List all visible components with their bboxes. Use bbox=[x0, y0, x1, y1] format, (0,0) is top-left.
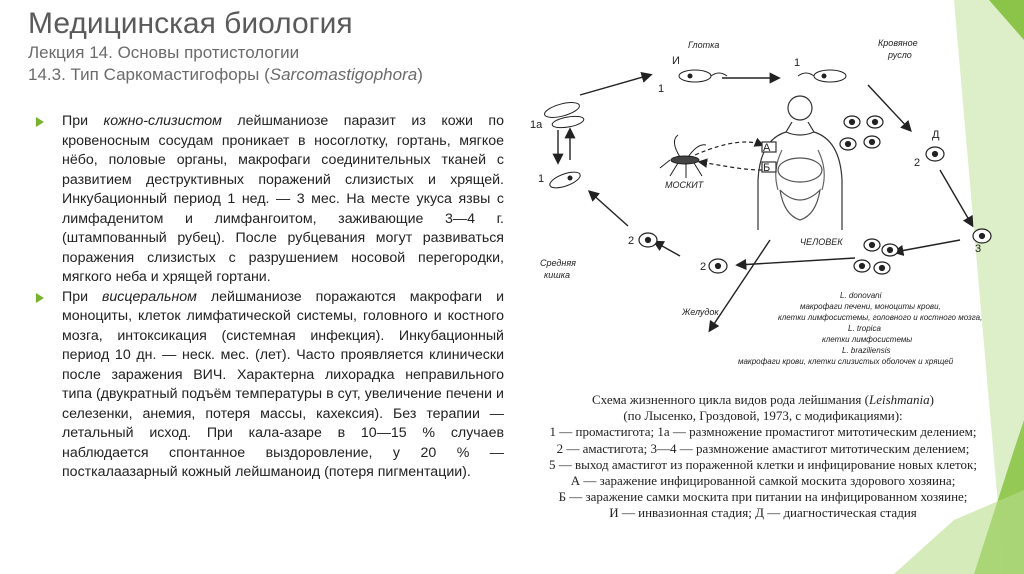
label-pharynx: Глотка bbox=[688, 40, 720, 50]
emphasis-term: висцеральном bbox=[101, 288, 197, 305]
life-cycle-diagram bbox=[510, 30, 1020, 380]
bullet-arrow-icon bbox=[36, 293, 44, 303]
number-2-left: 2 bbox=[628, 235, 635, 247]
caption-line-4: 2 — амастигота; 3—4 — размножение амастигот митотическим делением; bbox=[556, 440, 970, 456]
diagram-caption bbox=[510, 392, 1016, 522]
stage-letter-i: И bbox=[672, 55, 680, 67]
cycle-arrows bbox=[558, 75, 972, 330]
species-donovani-desc-1: макрофаги печени, моноциты крови, bbox=[800, 302, 941, 311]
number-1a: 1а bbox=[530, 119, 543, 131]
label-blood-1: Кровяное bbox=[878, 38, 918, 48]
stage-letter-b: Б bbox=[763, 162, 771, 174]
caption-line-5: 5 — выход амастигот из пораженной клетки и инфицирование новых клеток; bbox=[549, 456, 977, 472]
caption-line-1: Схема жизненного цикла видов рода лейшмания (Leishmania) bbox=[592, 392, 934, 407]
promastigote-stage-i bbox=[679, 70, 727, 82]
species-tropica-desc: клетки лимфосистемы bbox=[822, 335, 913, 344]
bullet-visceral: При висцеральном лейшманиозе поражаются макрофаги и моноциты, клеток лимфатической системы, головного и костного мозга, интоксикация (системная инфекция). Инкубационный период 10 дн. — неск. мес. (лет). Часто проявляется клинически после заражения ВИЧ. Характерна лихорадка неправильного типа (двукратный подъём температуры в сут, увеличение печени и селезенки, анемия, потеря массы, кахексия). Без терапии — летальный исход. При кала-азаре в 10—15 % случаев наблюдается спонтанное выздоровление, у 20 % — посткалаазарный кожный лейшманоид (потеря пигментации). bbox=[36, 288, 504, 483]
infection-arrows bbox=[695, 142, 762, 170]
label-blood-2: русло bbox=[888, 50, 912, 60]
species-donovani: L. donovani bbox=[840, 291, 882, 300]
caption-line-6: А — заражение инфицированной самкой москита здорового хозяина; bbox=[570, 473, 956, 489]
species-braziliensis: L. braziliensis bbox=[842, 346, 891, 355]
lecture-subtitle: Лекция 14. Основы протистологии bbox=[28, 43, 300, 62]
promastigote-blood bbox=[798, 70, 846, 82]
number-1-top: 1 bbox=[658, 83, 665, 95]
number-2-bottom: 2 bbox=[700, 261, 707, 273]
label-stomach: Желудок bbox=[682, 307, 719, 317]
number-2-right: 2 bbox=[914, 157, 921, 169]
species-tropica: L. tropica bbox=[848, 324, 881, 333]
promastigote-1a bbox=[543, 100, 585, 130]
species-donovani-desc-2: клетки лимфосистемы, головного и костного мозга, bbox=[778, 313, 983, 322]
promastigote-1 bbox=[548, 169, 582, 191]
latin-name: Sarcomastigophora bbox=[269, 65, 418, 84]
stage-letter-d: Д bbox=[932, 129, 940, 141]
number-1-left: 1 bbox=[538, 173, 545, 185]
species-legend bbox=[738, 291, 982, 366]
slide-title: Медицинская биология bbox=[28, 7, 353, 40]
species-braziliensis-desc: макрофаги крови, клетки слизистых оболочек и хрящей bbox=[738, 357, 954, 366]
bullet-mucocutaneous: При кожно-слизистом лейшманиозе паразит из кожи по кровеносным сосудам проникает в носоглотку, гортань, мягкое нёбо, половые органы, макрофаги соединительных тканей с развитием деструктивных поражений слизистых и хрящей. Инкубационный период 1 нед. — 3 мес. На месте укуса язвы с лимфаденитом и лимфангоитом, заживающие 3—4 г. (штампованный рубец). После рубцевания могут развиваться поражения слизистых с разрушением носовой перегородки, мягкого неба и хрящей гортани. bbox=[36, 112, 504, 288]
stage-letter-a: А bbox=[763, 142, 771, 154]
bullet-arrow-icon bbox=[36, 117, 44, 127]
label-human: ЧЕЛОВЕК bbox=[800, 237, 843, 247]
label-midgut-2: кишка bbox=[544, 270, 570, 280]
slide-header bbox=[28, 6, 588, 86]
number-3: 3 bbox=[975, 243, 982, 255]
number-1-blood: 1 bbox=[794, 57, 801, 69]
caption-line-3: 1 — промастигота; 1а — размножение промастигот митотическим делением; bbox=[549, 424, 977, 440]
human-figure bbox=[758, 96, 842, 230]
caption-line-7: Б — заражение самки москита при питании на инфицированном хозяине; bbox=[558, 489, 968, 505]
label-mosquito: МОСКИТ bbox=[665, 180, 704, 190]
emphasis-term: кожно-слизистом bbox=[103, 113, 222, 129]
caption-line-8: И — инвазионная стадия; Д — диагностическая стадия bbox=[609, 505, 917, 521]
mosquito-icon bbox=[660, 135, 706, 178]
label-midgut-1: Средняя bbox=[540, 258, 576, 268]
bullet-list bbox=[36, 112, 504, 483]
section-subtitle: 14.3. Тип Саркомастигофоры (Sarcomastigophora) bbox=[28, 65, 423, 84]
caption-line-2: (по Лысенко, Гроздовой, 1973, с модификациями): bbox=[623, 408, 903, 424]
